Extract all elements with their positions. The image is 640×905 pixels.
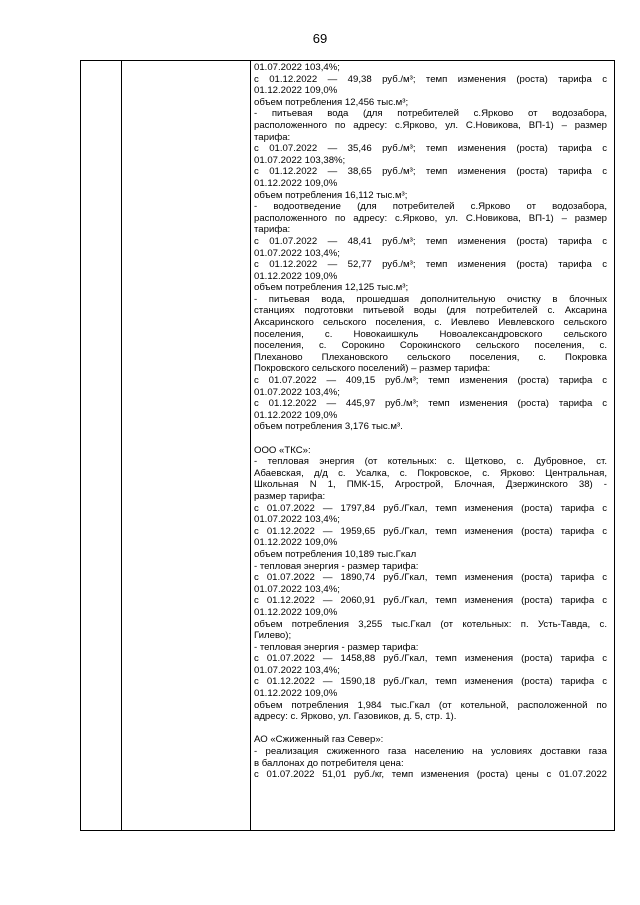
tariff-description-cell — [254, 62, 607, 781]
text-line: с 01.07.2022 — 35,46 руб./м³; темп изменения (роста) тарифа с — [254, 143, 607, 155]
text-line: поселения, с. Сорокино Сорокинского сельского поселения, с. — [254, 340, 607, 352]
text-line: объем потребления 3,176 тыс.м³. — [254, 421, 403, 433]
text-line: с 01.12.2022 — 1959,65 руб./Гкал, темп изменения (роста) тарифа с — [254, 525, 607, 537]
text-line: - тепловая энергия (от котельных: с. Щетково, с. Дубровное, ст. — [254, 456, 607, 468]
text-line: Гилево); — [254, 630, 292, 642]
tariff-table — [80, 60, 615, 831]
text-line: - питьевая вода, прошедшая дополнительную очистку в блочных — [254, 293, 607, 305]
text-line: поселения, с. Новокаишкуль Новоалександровского сельского — [254, 328, 607, 340]
text-line: с 01.07.2022 — 1890,74 руб./Гкал, темп изменения (роста) тарифа с — [254, 572, 607, 584]
text-line: с 01.07.2022 — 1458,88 руб./Гкал, темп изменения (роста) тарифа с — [254, 653, 607, 665]
blank-line — [254, 433, 607, 445]
text-line: объем потребления 12,456 тыс.м³; — [254, 96, 409, 108]
text-line: Абаевская, д/д с. Усалка, с. Покровское, с. Ярково: Центральная, — [254, 467, 607, 479]
blank-line — [254, 723, 607, 735]
text-line: АО «Сжиженный газ Север»: — [254, 734, 384, 746]
text-line: объем потребления 16,112 тыс.м³; — [254, 189, 408, 201]
text-line: 01.07.2022 103,4%; — [254, 664, 340, 676]
text-line: ООО «ТКС»: — [254, 444, 311, 456]
text-line: с 01.07.2022 — 409,15 руб./м³; темп изменения (роста) тарифа с — [254, 375, 607, 387]
text-line: адресу: с. Ярково, ул. Газовиков, д. 5, стр. 1). — [254, 711, 457, 723]
text-line: 01.07.2022 103,4%; — [254, 583, 340, 595]
text-line: 01.07.2022 103,4%; — [254, 247, 340, 259]
text-line: с 01.12.2022 — 445,97 руб./м³; темп изменения (роста) тарифа с — [254, 398, 607, 410]
text-line: с 01.12.2022 — 49,38 руб./м³; темп изменения (роста) тарифа с — [254, 73, 607, 85]
text-line: Школьная N 1, ПМК-15, Агрострой, Блочная, Дзержинского 38) - — [254, 479, 607, 491]
page-number: 69 — [312, 31, 328, 46]
text-line: с 01.12.2022 — 52,77 руб./м³; темп изменения (роста) тарифа с — [254, 259, 607, 271]
text-line: Покровского сельского поселений) – размер тарифа: — [254, 363, 491, 375]
text-line: расположенного по адресу: с.Ярково, ул. С.Новикова, ВП-1) – размер — [254, 119, 607, 131]
text-line: с 01.07.2022 51,01 руб./кг, темп изменения (роста) цены с 01.07.2022 — [254, 769, 607, 781]
text-line: тарифа: — [254, 131, 291, 143]
text-line: 01.07.2022 103,4%; — [254, 514, 340, 526]
text-line: 01.07.2022 103,4%; — [254, 386, 340, 398]
text-line: с 01.07.2022 — 1797,84 руб./Гкал, темп изменения (роста) тарифа с — [254, 502, 607, 514]
column-divider — [250, 61, 251, 830]
text-line: 01.12.2022 109,0% — [254, 688, 338, 700]
column-divider — [121, 61, 122, 830]
text-line: 01.12.2022 109,0% — [254, 85, 338, 97]
text-line: Плеханово Плехановского сельского поселения, с. Покровка — [254, 351, 607, 363]
text-line: объем потребления 1,984 тыс.Гкал (от котельной, расположенной по — [254, 699, 607, 711]
text-line: 01.12.2022 109,0% — [254, 270, 338, 282]
text-line: тарифа: — [254, 224, 291, 236]
text-line: 01.12.2022 109,0% — [254, 606, 338, 618]
text-line: 01.12.2022 109,0% — [254, 537, 338, 549]
text-line: объем потребления 12,125 тыс.м³; — [254, 282, 409, 294]
text-line: размер тарифа: — [254, 490, 326, 502]
text-line: 01.07.2022 103,38%; — [254, 154, 346, 166]
text-line: Аксаринского сельского поселения, с. Иевлево Иевлевского сельского — [254, 317, 607, 329]
text-line: - тепловая энергия - размер тарифа: — [254, 641, 419, 653]
text-line: с 01.12.2022 — 1590,18 руб./Гкал, темп изменения (роста) тарифа с — [254, 676, 607, 688]
text-line: объем потребления 10,189 тыс.Гкал — [254, 548, 417, 560]
text-line: в баллонах до потребителя цена: — [254, 757, 404, 769]
text-line: с 01.12.2022 — 38,65 руб./м³; темп изменения (роста) тарифа с — [254, 166, 607, 178]
text-line: 01.12.2022 109,0% — [254, 409, 338, 421]
text-line: с 01.07.2022 — 48,41 руб./м³; темп изменения (роста) тарифа с — [254, 235, 607, 247]
text-line: - реализация сжиженного газа населению на условиях доставки газа — [254, 746, 607, 758]
text-line: с 01.12.2022 — 2060,91 руб./Гкал, темп изменения (роста) тарифа с — [254, 595, 607, 607]
text-line: расположенного по адресу: с.Ярково, ул. С.Новикова, ВП-1) – размер — [254, 212, 607, 224]
text-line: - водоотведение (для потребителей с.Ярково от водозабора, — [254, 201, 607, 213]
text-line: - питьевая вода (для потребителей с.Ярково от водозабора, — [254, 108, 607, 120]
text-line: станциях подготовки питьевой воды (для потребителей с. Аксарина — [254, 305, 607, 317]
text-line: 01.07.2022 103,4%; — [254, 62, 340, 73]
text-line: 01.12.2022 109,0% — [254, 177, 338, 189]
text-line: - тепловая энергия - размер тарифа: — [254, 560, 419, 572]
text-line: объем потребления 3,255 тыс.Гкал (от котельных: п. Усть-Тавда, с. — [254, 618, 607, 630]
